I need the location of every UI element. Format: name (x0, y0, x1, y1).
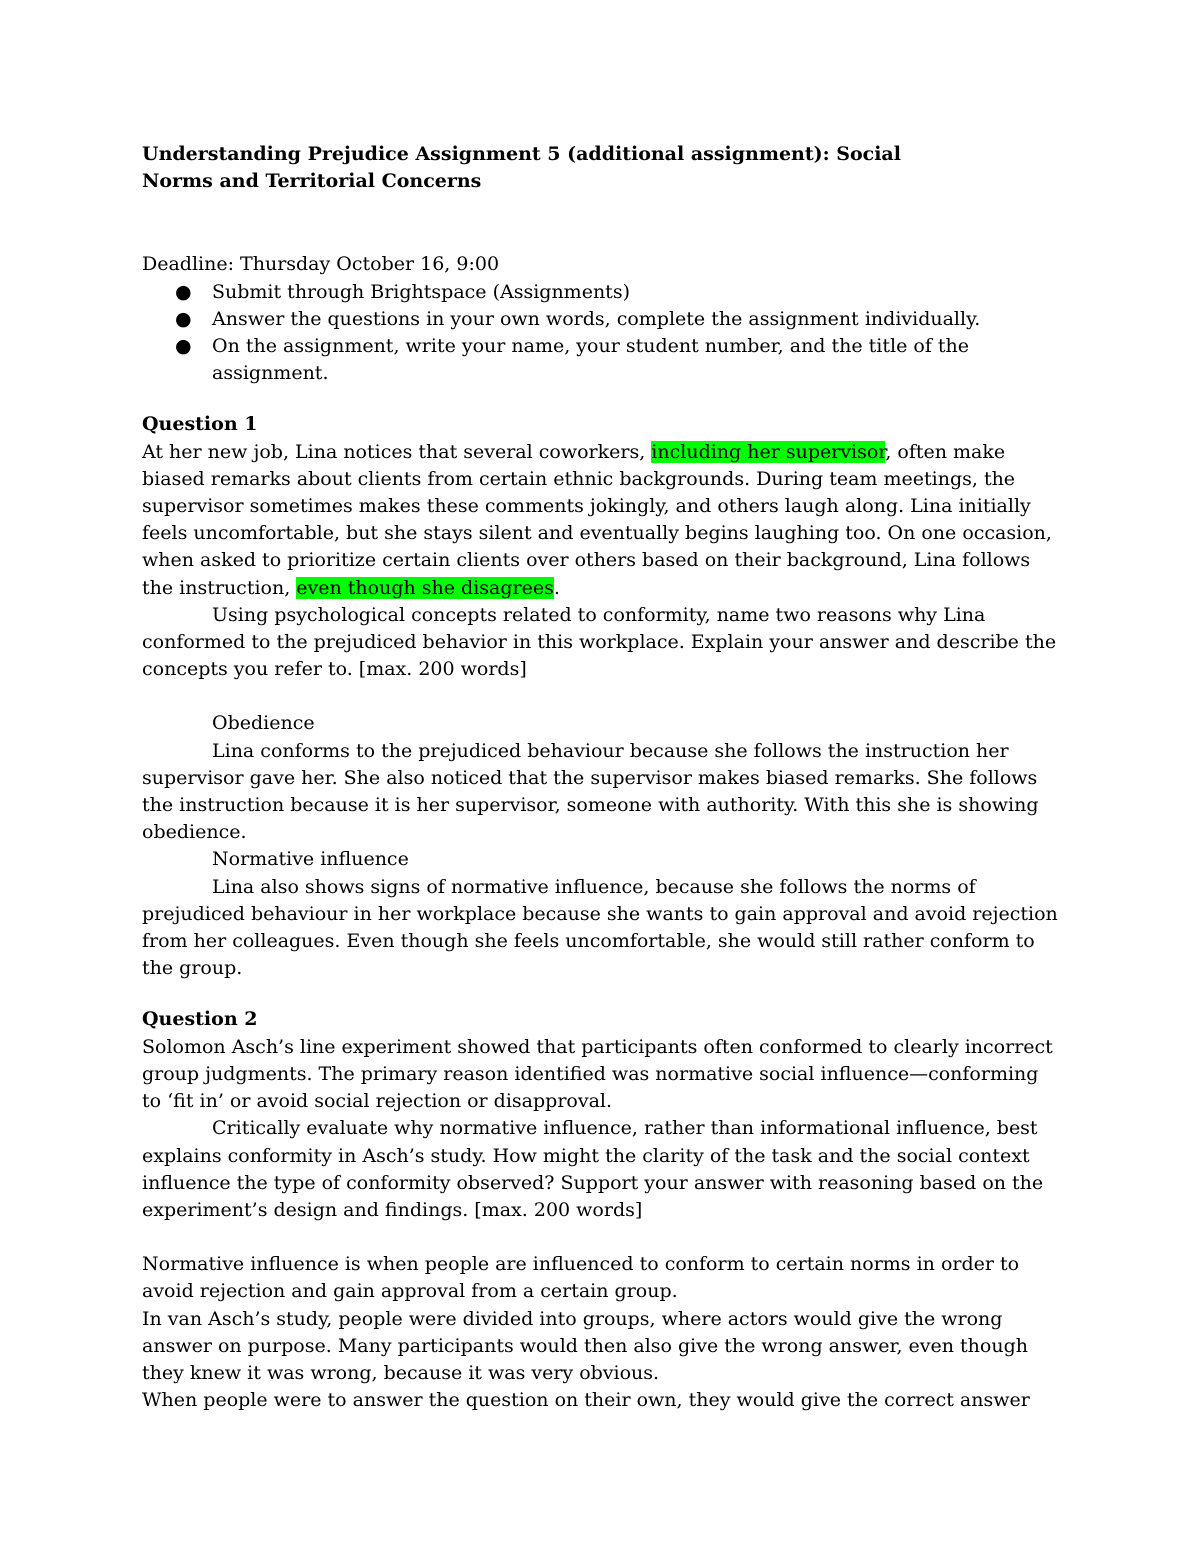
question-1-section (142, 411, 1062, 982)
question-2-scenario: Solomon Asch’s line experiment showed that participants often conformed to clearly incorrect group judgments. The primary reason identified was normative social influence—conforming to ‘fit in’ or avoid social rejection or disapproval. (142, 1035, 1053, 1113)
answer-1-concept-2-text: Lina also shows signs of normative influence, because she follows the norms of prejudiced behaviour in her workplace because she wants to gain approval and avoid rejection from her colleagues. Even though she feels uncomfortable, she would still rather conform to the group. (142, 875, 1058, 980)
list-item (142, 333, 1062, 387)
requirement-text: On the assignment, write your name, your student number, and the title of the assignment. (212, 335, 970, 385)
answer-2-paragraph: Normative influence is when people are influenced to conform to certain norms in order to avoid rejection and gain approval from a certain group. (142, 1253, 1020, 1303)
question-1-prompt: Using psychological concepts related to conformity, name two reasons why Lina conformed to the prejudiced behavior in this workplace. Explain your answer and describe the concepts you refer to. [max. 200 words] (142, 603, 1057, 681)
answer-2-paragraph: When people were to answer the question on their own, they would give the correct answer (142, 1389, 1030, 1412)
scenario-text: , often make biased remarks about clients from certain ethnic backgrounds. During team meetings, the supervisor sometimes makes these comments jokingly, and others laugh along. Lina initially feels uncomfortable, but she stays silent and eventually begins laughing too. On one occasion, when asked to prioritize certain clients over others based on their background, Lina follows the instruction, (142, 440, 1052, 599)
requirement-text: Answer the questions in your own words, complete the assignment individually. (212, 307, 981, 330)
list-item (142, 306, 1062, 333)
highlighted-text: even though she disagrees (296, 576, 554, 599)
list-item (142, 279, 1062, 306)
answer-1-concept-1-title: Obedience (212, 712, 315, 735)
answer-2-paragraph: In van Asch’s study, people were divided into groups, where actors would give the wrong answer on purpose. Many participants would then also give the wrong answer, even though they knew it was wrong, because it was very obvious. (142, 1307, 1028, 1384)
question-1-scenario (142, 439, 1062, 602)
document-title: Understanding Prejudice Assignment 5 (additional assignment): Social Norms and Territorial Concerns (142, 143, 901, 193)
deadline: Deadline: Thursday October 16, 9:00 (142, 253, 500, 276)
answer-1-concept-2-title: Normative influence (212, 848, 409, 871)
bullet-icon: ● (175, 335, 192, 358)
document-page (142, 141, 1062, 1414)
highlighted-text: including her supervisor (651, 440, 886, 463)
question-2-section (142, 1006, 1062, 1414)
bullet-icon: ● (175, 307, 192, 330)
answer-1-concept-1-text: Lina conforms to the prejudiced behaviour because she follows the instruction her supervisor gave her. She also noticed that the supervisor makes biased remarks. She follows the instruction because it is her supervisor, someone with authority. With this she is showing obedience. (142, 739, 1039, 844)
spacer (142, 683, 1062, 710)
question-2-heading: Question 2 (142, 1008, 258, 1031)
spacer (142, 1224, 1062, 1251)
scenario-text: At her new job, Lina notices that several coworkers, (142, 440, 652, 463)
question-2-prompt: Critically evaluate why normative influence, rather than informational influence, best explains conformity in Asch’s study. How might the clarity of the task and the social context influence the type of conformity observed? Support your answer with reasoning based on the experiment’s design and findings. [max. 200 words] (142, 1117, 1044, 1221)
requirements-list (142, 279, 1062, 388)
bullet-icon: ● (175, 280, 192, 303)
question-1-heading: Question 1 (142, 413, 258, 436)
scenario-text: . (553, 576, 560, 599)
requirement-text: Submit through Brightspace (Assignments) (212, 280, 630, 303)
